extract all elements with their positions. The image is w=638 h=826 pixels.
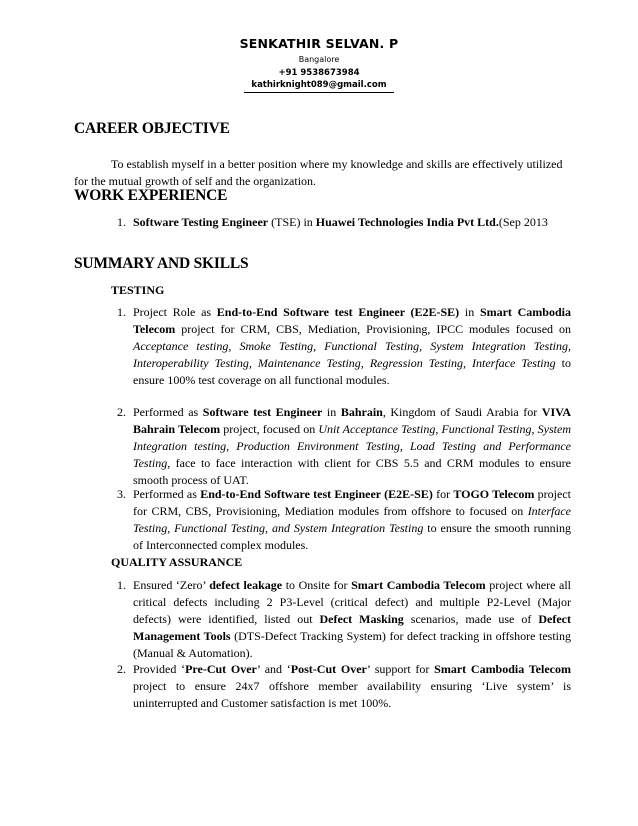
candidate-email: kathirknight089@gmail.com — [0, 80, 638, 93]
career-objective-text: To establish myself in a better position where my knowledge and skills are effectively utilized for the mutual growth of self and the organization. — [74, 157, 563, 188]
text-run: in — [322, 405, 341, 419]
bold-run: Smart Cambodia Telecom — [351, 578, 486, 592]
candidate-name: SENKATHIR SELVAN. P — [239, 36, 399, 51]
testing-subheading: TESTING — [111, 283, 165, 297]
item-number: 2. — [117, 405, 126, 419]
item-text — [133, 486, 571, 554]
item-text — [133, 661, 571, 712]
role-title: Software Testing Engineer — [133, 215, 269, 229]
bold-run: End-to-End Software test Engineer (E2E-SE) — [216, 305, 460, 319]
role-abbr: (TSE) in — [268, 215, 316, 229]
bold-run: Smart Cambodia Telecom — [434, 662, 571, 676]
candidate-phone: +91 9538673984 — [278, 68, 360, 78]
item-number: 2. — [117, 662, 126, 676]
text-run: ’ support for — [366, 662, 435, 676]
career-objective-heading: CAREER OBJECTIVE — [74, 120, 230, 137]
bold-run: Software test Engineer — [202, 405, 323, 419]
testing-item — [111, 304, 571, 389]
bold-run: Defect Management Tools — [133, 612, 571, 643]
company-name: Huawei Technologies India Pvt Ltd. — [315, 215, 499, 229]
italic-run: Acceptance testing, Smoke Testing, Functional Testing, System Integration Testing, Interoperability Testing, Maintenance Testing, Regression Testing, Interface Testing — [133, 339, 571, 370]
text-run: Performed as — [133, 405, 203, 419]
qa-item — [111, 577, 571, 662]
item-number: 3. — [117, 487, 126, 501]
text-run: to ensure the smooth running of Interconnected complex modules. — [133, 521, 572, 552]
summary-skills-heading: SUMMARY AND SKILLS — [74, 255, 249, 272]
italic-run: Unit Acceptance Testing, Functional Testing, System Integration testing, Production Environment Testing, Load Testing and Performance Testing — [133, 422, 571, 470]
role-date: (Sep 2013 — [498, 215, 548, 229]
text-run: Provided ‘ — [133, 662, 186, 676]
text-run: project for CRM, CBS, Provisioning, Mediation modules from offshore to focused on — [133, 487, 571, 518]
text-run: Ensured ‘Zero’ — [133, 578, 210, 592]
text-run: , face to face interaction with client for CBS 5.5 and CRM modules to ensure smooth process of UAT. — [133, 456, 571, 487]
bold-run: Smart Cambodia Telecom — [133, 305, 571, 336]
bold-run: Bahrain — [340, 405, 383, 419]
item-number: 1. — [117, 305, 126, 319]
bold-run: TOGO Telecom — [453, 487, 535, 501]
testing-item — [111, 486, 571, 554]
bold-run: Defect Masking — [319, 612, 404, 626]
item-text — [133, 304, 571, 389]
bold-run: defect leakage — [209, 578, 283, 592]
text-run: project, focused on — [220, 422, 319, 436]
candidate-location: Bangalore — [298, 55, 340, 64]
quality-assurance-subheading: QUALITY ASSURANCE — [111, 555, 243, 569]
text-run: Project Role as — [133, 305, 217, 319]
item-number: 1. — [117, 578, 126, 592]
text-run: Performed as — [133, 487, 201, 501]
text-run: project for CRM, CBS, Mediation, Provisioning, IPCC modules focused on — [175, 322, 571, 336]
text-run: project to ensure 24x7 offshore member availability ensuring ‘Live system’ is uninterrupted and Customer satisfaction is met 100%. — [133, 679, 571, 710]
bold-run: Pre-Cut Over — [185, 662, 257, 676]
text-run: ’ and ‘ — [256, 662, 291, 676]
testing-item — [111, 404, 571, 489]
italic-run: Interface Testing, Functional Testing, and System Integration Testing — [133, 504, 571, 535]
work-experience-heading: WORK EXPERIENCE — [74, 187, 228, 204]
text-run: project where all critical defects including 2 P3-Level (critical defect) and multiple P2-Level (Major defects) were identified, listed out — [133, 578, 571, 626]
text-run: to Onsite for — [282, 578, 352, 592]
item-text — [133, 214, 571, 231]
item-text — [133, 577, 571, 662]
item-text — [133, 404, 571, 489]
text-run: to ensure 100% test coverage on all functional modules. — [133, 356, 571, 387]
bold-run: VIVA Bahrain Telecom — [133, 405, 571, 436]
text-run: , Kingdom of Saudi Arabia for — [382, 405, 542, 419]
bold-run: End-to-End Software test Engineer (E2E-SE) — [200, 487, 433, 501]
text-run: (DTS-Defect Tracking System) for defect tracking in offshore testing (Manual & Automation). — [133, 629, 571, 660]
qa-item — [111, 661, 571, 712]
bold-run: Post-Cut Over — [290, 662, 367, 676]
text-run: in — [459, 305, 480, 319]
experience-item — [111, 214, 571, 231]
text-run: scenarios, made use of — [403, 612, 539, 626]
item-number: 1. — [117, 215, 126, 229]
text-run: for — [432, 487, 454, 501]
